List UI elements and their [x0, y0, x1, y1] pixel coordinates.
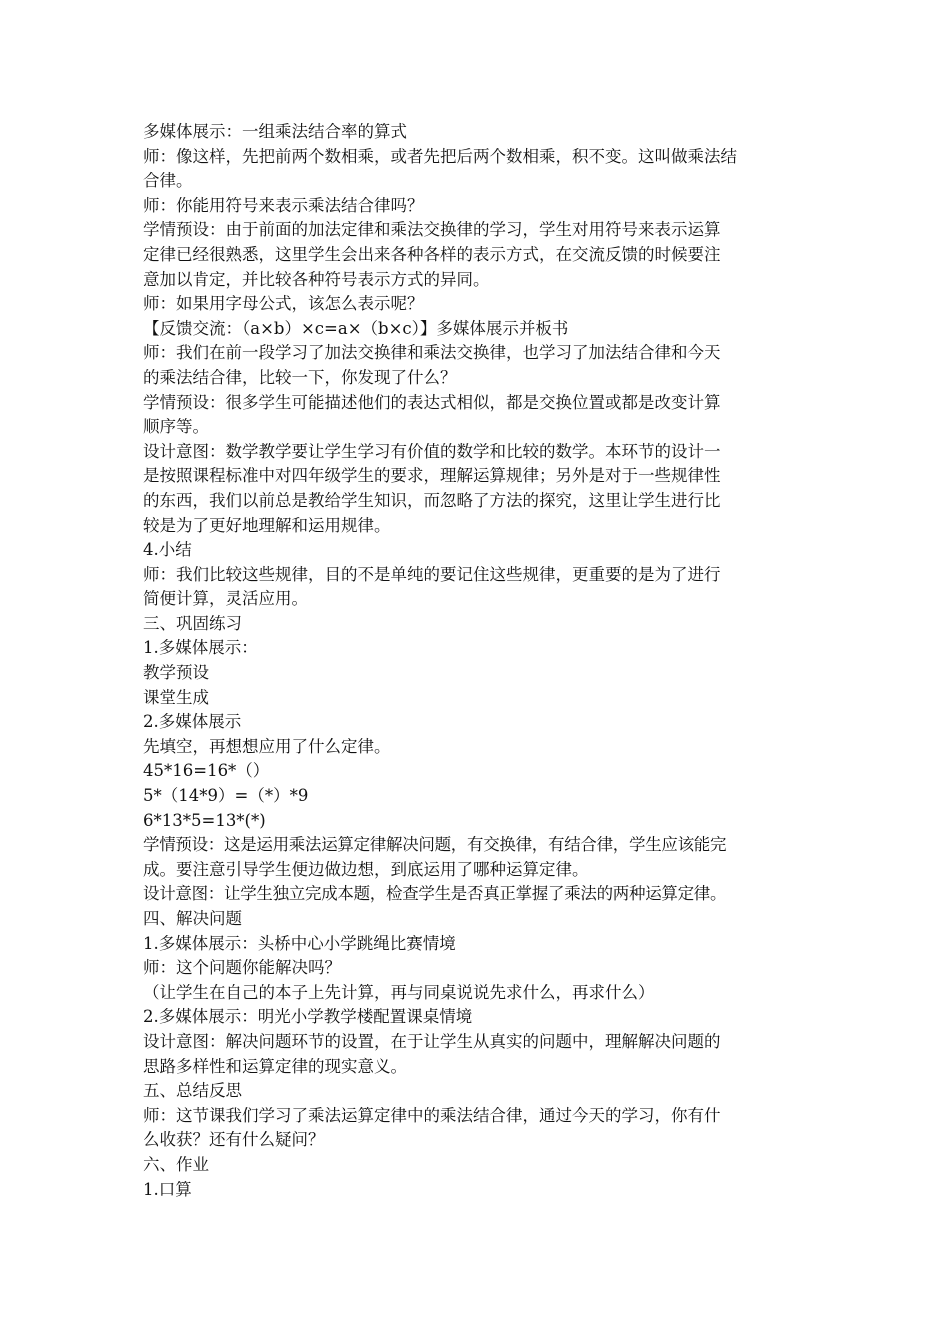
text-line: 较是为了更好地理解和运用规律。: [143, 515, 391, 535]
text-line: 学情预设：由于前面的加法定律和乘法交换律的学习，学生对用符号来表示运算: [143, 220, 721, 240]
text-line: 设计意图：让学生独立完成本题，检查学生是否真正掌握了乘法的两种运算定律。: [143, 884, 727, 904]
text-line: 定律已经很熟悉，这里学生会出来各种各样的表示方式，在交流反馈的时候要注: [143, 244, 721, 264]
text-line: 的东西，我们以前总是教给学生知识，而忽略了方法的探究，这里让学生进行比: [143, 490, 721, 510]
text-line: 2.多媒体展示：明光小学教学楼配置课桌情境: [143, 1007, 473, 1027]
text-line: 设计意图：数学教学要让学生学习有价值的数学和比较的数学。本环节的设计一: [143, 441, 721, 461]
equation-line: 6*13*5=13*(*): [143, 810, 266, 830]
section-heading: 五、总结反思: [143, 1081, 242, 1101]
text-line: 师：这个问题你能解决吗？: [143, 958, 341, 978]
text-line: 是按照课程标准中对四年级学生的要求，理解运算规律；另外是对于一些规律性: [143, 466, 721, 486]
equation-line: 5*（14*9）=（*）*9: [143, 786, 309, 806]
text-line: 【反馈交流：（a×b）×c=a×（b×c）】多媒体展示并板书: [143, 318, 569, 338]
text-line: 么收获？还有什么疑问？: [143, 1130, 325, 1150]
text-line: 1.多媒体展示：: [143, 638, 258, 658]
text-line: 师：我们在前一段学习了加法交换律和乘法交换律，也学习了加法结合律和今天: [143, 343, 721, 363]
text-line: 1.口算: [143, 1179, 192, 1199]
text-line: 师：我们比较这些规律，目的不是单纯的要记住这些规律，更重要的是为了进行: [143, 564, 721, 584]
text-line: 1.多媒体展示：头桥中心小学跳绳比赛情境: [143, 933, 456, 953]
text-line: 师：你能用符号来表示乘法结合律吗？: [143, 195, 424, 215]
document-body: [143, 120, 815, 1202]
text-line: 先填空，再想想应用了什么定律。: [143, 736, 391, 756]
text-line: 2.多媒体展示: [143, 712, 242, 732]
text-line: 师：像这样，先把前两个数相乘，或者先把后两个数相乘，积不变。这叫做乘法结: [143, 146, 737, 166]
text-line: 意加以肯定，并比较各种符号表示方式的异同。: [143, 269, 490, 289]
text-line: （让学生在自己的本子上先计算，再与同桌说说先求什么，再求什么）: [143, 982, 655, 1002]
text-line: 顺序等。: [143, 417, 209, 437]
text-line: 课堂生成: [143, 687, 209, 707]
text-line: 设计意图：解决问题环节的设置，在于让学生从真实的问题中，理解解决问题的: [143, 1031, 721, 1051]
text-line: 成。要注意引导学生便边做边想，到底运用了哪种运算定律。: [143, 859, 589, 879]
section-heading: 4.小结: [143, 540, 192, 560]
text-line: 简便计算，灵活应用。: [143, 589, 308, 609]
text-line: 学情预设：很多学生可能描述他们的表达式相似，都是交换位置或都是改变计算: [143, 392, 721, 412]
text-line: 师：这节课我们学习了乘法运算定律中的乘法结合律，通过今天的学习，你有什: [143, 1105, 721, 1125]
text-line: 思路多样性和运算定律的现实意义。: [143, 1056, 407, 1076]
text-line: 的乘法结合律，比较一下，你发现了什么？: [143, 367, 457, 387]
text-line: 教学预设: [143, 663, 209, 683]
text-line: 合律。: [143, 171, 193, 191]
section-heading: 四、解决问题: [143, 909, 242, 928]
text-line: 师：如果用字母公式，该怎么表示呢？: [143, 294, 424, 314]
equation-line: 45*16=16*（）: [143, 761, 270, 781]
section-heading: 六、作业: [143, 1154, 209, 1174]
text-line: 学情预设：这是运用乘法运算定律解决问题，有交换律，有结合律，学生应该能完: [143, 835, 727, 855]
section-heading: 三、巩固练习: [143, 613, 242, 633]
text-line: 多媒体展示：一组乘法结合率的算式: [143, 122, 407, 141]
